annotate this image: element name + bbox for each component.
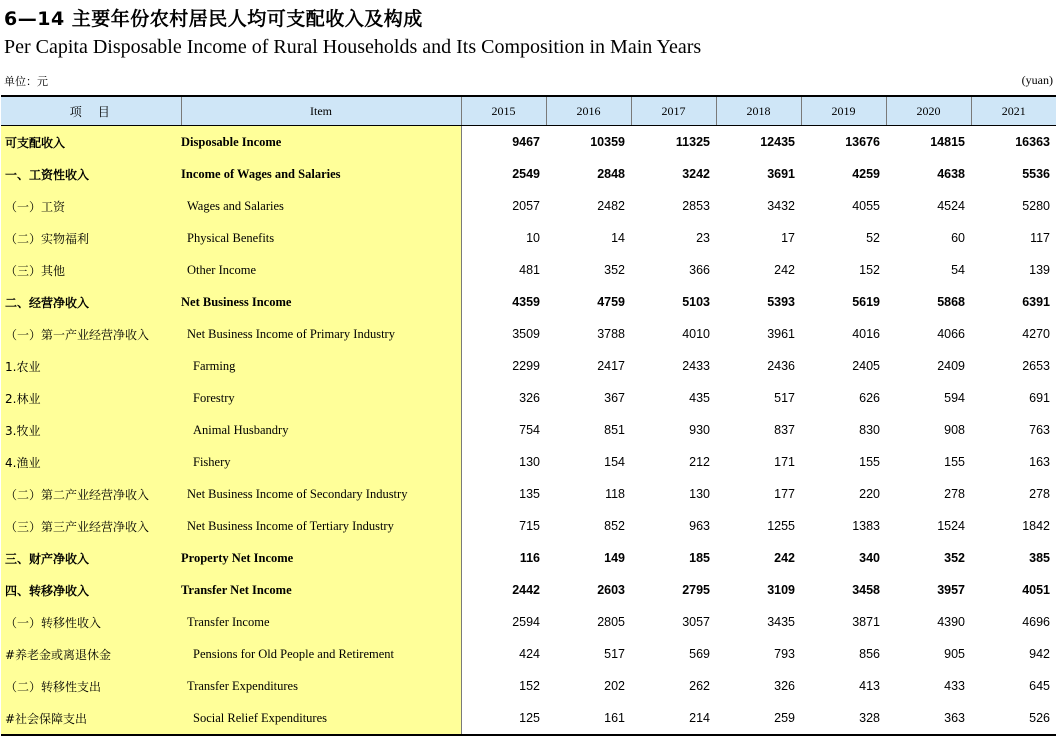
value-cell: 2653 bbox=[1022, 359, 1050, 373]
value-cell: 1524 bbox=[937, 519, 965, 533]
value-cell: 212 bbox=[689, 455, 710, 469]
row-label-en: Net Business Income of Tertiary Industry bbox=[187, 518, 394, 533]
row-label-en: Forestry bbox=[193, 390, 235, 405]
value-cell: 569 bbox=[689, 647, 710, 661]
row-label-en-cell bbox=[181, 190, 461, 222]
value-cell: 9467 bbox=[512, 135, 540, 149]
value-cell: 10 bbox=[526, 231, 540, 245]
row-label-en: Other Income bbox=[187, 262, 257, 277]
value-cell: 2482 bbox=[597, 199, 625, 213]
row-label-cn: #养老金或离退休金 bbox=[1, 638, 181, 670]
header-item-cn: 项 目 bbox=[1, 96, 181, 126]
value-cell: 3435 bbox=[767, 615, 795, 629]
value-cell: 154 bbox=[604, 455, 625, 469]
value-cell: 11325 bbox=[675, 135, 710, 149]
value-cell: 161 bbox=[604, 711, 625, 725]
value-cell: 2405 bbox=[852, 359, 880, 373]
table-title-en: Per Capita Disposable Income of Rural Households and Its Composition in Main Years bbox=[4, 36, 702, 58]
value-cell: 117 bbox=[1030, 231, 1050, 245]
value-cell: 5619 bbox=[852, 295, 880, 309]
value-cell: 424 bbox=[519, 647, 540, 661]
value-cell: 837 bbox=[774, 423, 795, 437]
table-row bbox=[1, 350, 1056, 382]
value-cell: 326 bbox=[519, 391, 540, 405]
value-cell: 413 bbox=[859, 679, 880, 693]
value-cell: 4051 bbox=[1022, 583, 1050, 597]
table-row bbox=[1, 574, 1056, 606]
row-label-en-cell bbox=[181, 478, 461, 510]
value-cell: 2805 bbox=[597, 615, 625, 629]
header-year: 2020 bbox=[886, 96, 971, 126]
value-cell: 3458 bbox=[852, 583, 880, 597]
value-cell: 152 bbox=[519, 679, 540, 693]
value-cell: 242 bbox=[774, 263, 795, 277]
value-cell: 52 bbox=[866, 231, 880, 245]
row-label-en-cell bbox=[181, 158, 461, 190]
value-cell: 4696 bbox=[1022, 615, 1050, 629]
value-cell: 526 bbox=[1029, 711, 1050, 725]
value-cell: 4066 bbox=[937, 327, 965, 341]
row-label-en-cell bbox=[181, 702, 461, 735]
row-label-en: Net Business Income of Secondary Industry bbox=[187, 486, 408, 501]
row-label-en-cell bbox=[181, 382, 461, 414]
value-cell: 5103 bbox=[682, 295, 710, 309]
row-label-cn: （二）实物福利 bbox=[1, 222, 181, 254]
row-label-en-cell bbox=[181, 350, 461, 382]
value-cell: 242 bbox=[774, 551, 795, 565]
value-cell: 16363 bbox=[1015, 135, 1050, 149]
row-label-en: Fishery bbox=[193, 454, 231, 469]
row-label-en-cell bbox=[181, 414, 461, 446]
value-cell: 2853 bbox=[682, 199, 710, 213]
row-label-en: Wages and Salaries bbox=[187, 198, 284, 213]
row-label-cn: 2.林业 bbox=[1, 382, 181, 414]
row-label-en-cell bbox=[181, 574, 461, 606]
value-cell: 4055 bbox=[852, 199, 880, 213]
value-cell: 4010 bbox=[682, 327, 710, 341]
value-cell: 340 bbox=[859, 551, 880, 565]
value-cell: 2603 bbox=[597, 583, 625, 597]
value-cell: 259 bbox=[774, 711, 795, 725]
header-year: 2017 bbox=[631, 96, 716, 126]
row-label-en: Disposable Income bbox=[181, 134, 282, 149]
header-row bbox=[1, 96, 1056, 126]
value-cell: 626 bbox=[859, 391, 880, 405]
value-cell: 278 bbox=[944, 487, 965, 501]
row-label-en-cell bbox=[181, 254, 461, 286]
value-cell: 5393 bbox=[767, 295, 795, 309]
value-cell: 942 bbox=[1029, 647, 1050, 661]
row-label-cn: 3.牧业 bbox=[1, 414, 181, 446]
row-label-cn: （三）第三产业经营净收入 bbox=[1, 510, 181, 542]
value-cell: 23 bbox=[696, 231, 710, 245]
value-cell: 2795 bbox=[682, 583, 710, 597]
value-cell: 12435 bbox=[760, 135, 795, 149]
row-label-cn: （一）工资 bbox=[1, 190, 181, 222]
value-cell: 118 bbox=[605, 487, 625, 501]
value-cell: 754 bbox=[519, 423, 540, 437]
value-cell: 3957 bbox=[937, 583, 965, 597]
value-cell: 152 bbox=[859, 263, 880, 277]
row-label-cn: （一）第一产业经营净收入 bbox=[1, 318, 181, 350]
value-cell: 3871 bbox=[852, 615, 880, 629]
row-label-cn: #社会保障支出 bbox=[1, 702, 181, 735]
row-label-cn: 可支配收入 bbox=[1, 126, 181, 159]
value-cell: 5280 bbox=[1022, 199, 1050, 213]
value-cell: 54 bbox=[951, 263, 965, 277]
value-cell: 763 bbox=[1029, 423, 1050, 437]
income-table bbox=[1, 95, 1056, 736]
value-cell: 220 bbox=[859, 487, 880, 501]
value-cell: 4359 bbox=[512, 295, 540, 309]
value-cell: 3788 bbox=[597, 327, 625, 341]
row-label-en: Pensions for Old People and Retirement bbox=[193, 646, 395, 661]
row-label-cn: （二）转移性支出 bbox=[1, 670, 181, 702]
row-label-cn: 二、经营净收入 bbox=[1, 286, 181, 318]
value-cell: 116 bbox=[519, 551, 540, 565]
value-cell: 177 bbox=[774, 487, 795, 501]
row-label-en-cell bbox=[181, 638, 461, 670]
value-cell: 202 bbox=[604, 679, 625, 693]
unit-label-cn: 单位：元 bbox=[4, 75, 48, 88]
row-label-en: Transfer Income bbox=[187, 614, 270, 629]
value-cell: 4390 bbox=[937, 615, 965, 629]
row-label-en: Transfer Net Income bbox=[181, 582, 292, 597]
value-cell: 2057 bbox=[512, 199, 540, 213]
row-label-cn: （二）第二产业经营净收入 bbox=[1, 478, 181, 510]
value-cell: 3961 bbox=[767, 327, 795, 341]
table-row bbox=[1, 286, 1056, 318]
value-cell: 60 bbox=[951, 231, 965, 245]
row-label-en: Animal Husbandry bbox=[193, 422, 289, 437]
value-cell: 715 bbox=[519, 519, 540, 533]
table-row bbox=[1, 126, 1056, 159]
value-cell: 830 bbox=[859, 423, 880, 437]
value-cell: 4524 bbox=[937, 199, 965, 213]
value-cell: 5868 bbox=[937, 295, 965, 309]
unit-label-en: (yuan) bbox=[1021, 73, 1053, 87]
header-year: 2018 bbox=[716, 96, 801, 126]
value-cell: 433 bbox=[944, 679, 965, 693]
row-label-cn: 四、转移净收入 bbox=[1, 574, 181, 606]
value-cell: 328 bbox=[859, 711, 880, 725]
value-cell: 171 bbox=[774, 455, 795, 469]
value-cell: 4638 bbox=[937, 167, 965, 181]
value-cell: 4759 bbox=[597, 295, 625, 309]
value-cell: 691 bbox=[1029, 391, 1050, 405]
row-label-en-cell bbox=[181, 318, 461, 350]
table-row bbox=[1, 542, 1056, 574]
value-cell: 2442 bbox=[512, 583, 540, 597]
row-label-cn: 4.渔业 bbox=[1, 446, 181, 478]
table-row bbox=[1, 670, 1056, 702]
value-cell: 517 bbox=[774, 391, 795, 405]
value-cell: 352 bbox=[944, 551, 965, 565]
header-year: 2015 bbox=[461, 96, 546, 126]
value-cell: 10359 bbox=[590, 135, 625, 149]
value-cell: 435 bbox=[689, 391, 710, 405]
value-cell: 6391 bbox=[1022, 295, 1050, 309]
row-label-en-cell bbox=[181, 446, 461, 478]
row-label-cn: （一）转移性收入 bbox=[1, 606, 181, 638]
row-label-en: Social Relief Expenditures bbox=[193, 710, 327, 725]
value-cell: 130 bbox=[519, 455, 540, 469]
value-cell: 852 bbox=[604, 519, 625, 533]
value-cell: 149 bbox=[604, 551, 625, 565]
value-cell: 851 bbox=[604, 423, 625, 437]
value-cell: 14 bbox=[611, 231, 625, 245]
value-cell: 1383 bbox=[852, 519, 880, 533]
value-cell: 2848 bbox=[597, 167, 625, 181]
value-cell: 352 bbox=[604, 263, 625, 277]
value-cell: 13676 bbox=[845, 135, 880, 149]
value-cell: 5536 bbox=[1022, 167, 1050, 181]
row-label-en-cell bbox=[181, 510, 461, 542]
table-row bbox=[1, 510, 1056, 542]
header-year: 2019 bbox=[801, 96, 886, 126]
table-row bbox=[1, 702, 1056, 735]
value-cell: 1255 bbox=[767, 519, 795, 533]
row-label-en-cell bbox=[181, 286, 461, 318]
value-cell: 155 bbox=[944, 455, 965, 469]
row-label-cn: 1.农业 bbox=[1, 350, 181, 382]
value-cell: 367 bbox=[604, 391, 625, 405]
table-row bbox=[1, 446, 1056, 478]
value-cell: 2594 bbox=[512, 615, 540, 629]
value-cell: 130 bbox=[689, 487, 710, 501]
table-row bbox=[1, 158, 1056, 190]
value-cell: 2433 bbox=[682, 359, 710, 373]
row-label-en: Physical Benefits bbox=[187, 230, 275, 245]
value-cell: 2417 bbox=[597, 359, 625, 373]
header-year: 2021 bbox=[971, 96, 1056, 126]
row-label-en: Farming bbox=[193, 358, 236, 373]
value-cell: 326 bbox=[774, 679, 795, 693]
value-cell: 363 bbox=[944, 711, 965, 725]
value-cell: 481 bbox=[519, 263, 540, 277]
value-cell: 278 bbox=[1029, 487, 1050, 501]
row-label-en: Net Business Income of Primary Industry bbox=[187, 326, 395, 341]
table-row bbox=[1, 414, 1056, 446]
value-cell: 4259 bbox=[852, 167, 880, 181]
table-title-cn: 6—14 主要年份农村居民人均可支配收入及构成 bbox=[4, 8, 423, 30]
row-label-en-cell bbox=[181, 606, 461, 638]
value-cell: 2549 bbox=[512, 167, 540, 181]
row-label-en-cell bbox=[181, 542, 461, 574]
value-cell: 163 bbox=[1029, 455, 1050, 469]
value-cell: 594 bbox=[944, 391, 965, 405]
value-cell: 3509 bbox=[512, 327, 540, 341]
value-cell: 214 bbox=[689, 711, 710, 725]
header-item-en: Item bbox=[181, 96, 461, 126]
value-cell: 3691 bbox=[767, 167, 795, 181]
row-label-en: Transfer Expenditures bbox=[187, 678, 298, 693]
row-label-en: Net Business Income bbox=[181, 294, 292, 309]
value-cell: 3242 bbox=[682, 167, 710, 181]
table-row bbox=[1, 478, 1056, 510]
value-cell: 2436 bbox=[767, 359, 795, 373]
value-cell: 155 bbox=[859, 455, 880, 469]
table-row bbox=[1, 638, 1056, 670]
value-cell: 645 bbox=[1029, 679, 1050, 693]
value-cell: 366 bbox=[689, 263, 710, 277]
value-cell: 125 bbox=[519, 711, 540, 725]
value-cell: 262 bbox=[689, 679, 710, 693]
value-cell: 4270 bbox=[1022, 327, 1050, 341]
value-cell: 2409 bbox=[937, 359, 965, 373]
header-year: 2016 bbox=[546, 96, 631, 126]
table-row bbox=[1, 606, 1056, 638]
value-cell: 3432 bbox=[767, 199, 795, 213]
value-cell: 4016 bbox=[852, 327, 880, 341]
value-cell: 930 bbox=[689, 423, 710, 437]
table-row bbox=[1, 318, 1056, 350]
table-row bbox=[1, 254, 1056, 286]
value-cell: 2299 bbox=[512, 359, 540, 373]
value-cell: 17 bbox=[781, 231, 795, 245]
row-label-cn: 一、工资性收入 bbox=[1, 158, 181, 190]
value-cell: 908 bbox=[944, 423, 965, 437]
table-row bbox=[1, 190, 1056, 222]
value-cell: 135 bbox=[519, 487, 540, 501]
value-cell: 185 bbox=[689, 551, 710, 565]
value-cell: 14815 bbox=[930, 135, 965, 149]
table-row bbox=[1, 222, 1056, 254]
value-cell: 139 bbox=[1029, 263, 1050, 277]
row-label-en-cell bbox=[181, 670, 461, 702]
value-cell: 3109 bbox=[767, 583, 795, 597]
value-cell: 517 bbox=[604, 647, 625, 661]
value-cell: 3057 bbox=[682, 615, 710, 629]
value-cell: 856 bbox=[859, 647, 880, 661]
row-label-en: Property Net Income bbox=[181, 550, 294, 565]
row-label-cn: （三）其他 bbox=[1, 254, 181, 286]
row-label-en-cell bbox=[181, 222, 461, 254]
row-label-cn: 三、财产净收入 bbox=[1, 542, 181, 574]
value-cell: 905 bbox=[944, 647, 965, 661]
value-cell: 963 bbox=[689, 519, 710, 533]
row-label-en-cell bbox=[181, 126, 461, 159]
value-cell: 793 bbox=[774, 647, 795, 661]
value-cell: 1842 bbox=[1022, 519, 1050, 533]
value-cell: 385 bbox=[1029, 551, 1050, 565]
table-row bbox=[1, 382, 1056, 414]
row-label-en: Income of Wages and Salaries bbox=[181, 166, 341, 181]
